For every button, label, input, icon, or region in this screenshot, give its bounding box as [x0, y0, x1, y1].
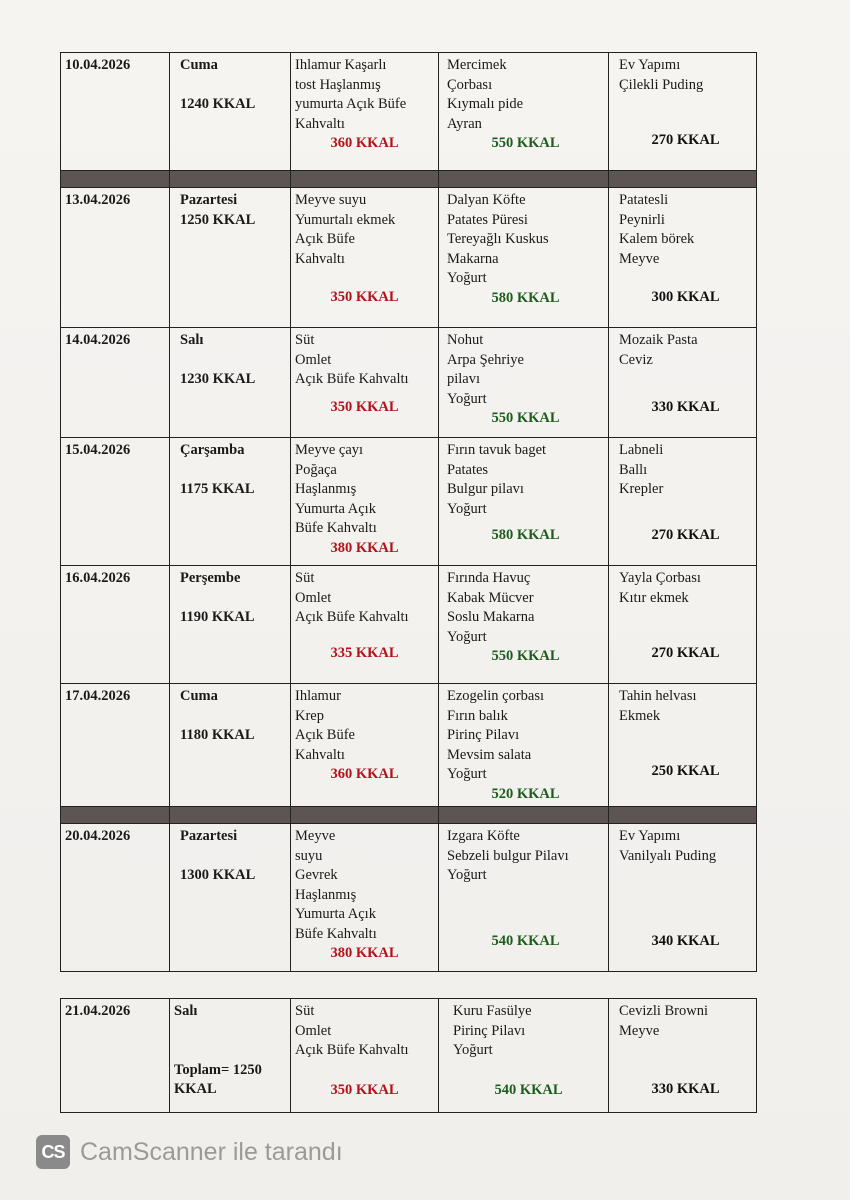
lunch-item: Dalyan Köfte: [447, 192, 526, 208]
lunch-item: Mevsim salata: [447, 746, 532, 763]
breakfast-item: Krep: [295, 707, 324, 724]
lunch-cell: [439, 824, 609, 972]
lunch-item: Tereyağlı Kuskus: [447, 231, 549, 247]
lunch-item: Yoğurt: [447, 628, 487, 645]
day-cell: [170, 999, 291, 1113]
lunch-item: Nohut: [447, 332, 484, 348]
breakfast-cell: [291, 999, 439, 1113]
breakfast-cell: [291, 824, 439, 972]
breakfast-kcal: 360 KKAL: [330, 766, 399, 782]
breakfast-item: Açık Büfe Kahvaltı: [295, 609, 409, 625]
day-label: Salı: [180, 332, 204, 348]
last-row-table: [60, 998, 757, 1113]
snack-item: Meyve: [619, 1022, 660, 1039]
camscanner-text: CamScanner ile tarandı: [80, 1137, 343, 1166]
lunch-item: Pirinç Pilavı: [447, 727, 520, 743]
lunch-item: Kıymalı pide: [447, 96, 524, 112]
table-row: [61, 53, 757, 171]
snack-cell: [609, 328, 757, 438]
snack-item: Mozaik Pasta: [619, 332, 698, 348]
snack-kcal: 270 KKAL: [651, 644, 720, 661]
breakfast-item: Haşlanmış: [295, 481, 357, 497]
breakfast-item: Ihlamur: [295, 688, 341, 704]
breakfast-item: Yumurta Açık: [295, 906, 376, 922]
breakfast-item: Yumurta Açık: [295, 500, 376, 517]
breakfast-cell: [291, 188, 439, 328]
day-cell: [170, 824, 291, 972]
breakfast-item: Omlet: [295, 351, 332, 368]
snack-kcal: 330 KKAL: [651, 1081, 720, 1097]
breakfast-item: Kahvaltı: [295, 746, 345, 763]
day-label: Cuma: [180, 57, 218, 73]
table-row: [61, 684, 757, 807]
breakfast-item: Haşlanmış: [295, 886, 357, 903]
date-label: 17.04.2026: [65, 688, 131, 704]
separator-cell: [439, 807, 609, 824]
separator-cell: [170, 807, 291, 824]
lunch-item: Bulgur pilavı: [447, 481, 524, 497]
lunch-item: Mercimek: [447, 57, 507, 73]
day-cell: [170, 53, 291, 171]
snack-item: Ballı: [619, 461, 648, 478]
breakfast-item: Büfe Kahvaltı: [295, 925, 377, 942]
snack-cell: [609, 188, 757, 328]
day-label: Perşembe: [180, 570, 241, 586]
lunch-item: Kuru Fasülye: [453, 1003, 532, 1019]
lunch-item: Yoğurt: [447, 766, 487, 782]
snack-item: Kalem börek: [619, 231, 695, 247]
snack-kcal: 250 KKAL: [651, 762, 720, 779]
lunch-item: Patates: [447, 461, 489, 478]
day-label: Pazartesi: [180, 192, 238, 208]
breakfast-item: yumurta Açık Büfe: [295, 96, 407, 112]
snack-cell: [609, 566, 757, 684]
breakfast-item: Açık Büfe Kahvaltı: [295, 1042, 409, 1058]
snack-kcal: 270 KKAL: [651, 526, 720, 543]
lunch-kcal: 550 KKAL: [491, 648, 560, 664]
day-cell: [170, 684, 291, 807]
snack-cell: [609, 824, 757, 972]
day-label: Çarşamba: [180, 442, 245, 458]
snack-item: Patatesli: [619, 192, 669, 208]
separator-cell: [609, 807, 757, 824]
day-label: Cuma: [180, 688, 218, 704]
snack-item: Vanilyalı Puding: [619, 847, 717, 864]
lunch-item: Fırında Havuç: [447, 570, 531, 586]
breakfast-item: Gevrek: [295, 867, 338, 883]
day-cell: [170, 328, 291, 438]
lunch-kcal: 540 KKAL: [494, 1081, 563, 1098]
lunch-kcal: 580 KKAL: [491, 526, 560, 543]
date-label: 10.04.2026: [65, 57, 131, 73]
breakfast-item: Meyve: [295, 828, 336, 844]
day-total-line2: KKAL: [174, 1081, 217, 1097]
camscanner-logo: CS: [36, 1135, 70, 1169]
breakfast-item: Süt: [295, 332, 315, 348]
date-cell: [61, 438, 170, 566]
separator-row: [61, 171, 757, 188]
lunch-kcal: 520 KKAL: [491, 785, 560, 802]
breakfast-item: Yumurtalı ekmek: [295, 211, 396, 228]
snack-kcal: 270 KKAL: [651, 131, 720, 148]
snack-item: Kıtır ekmek: [619, 589, 689, 606]
lunch-item: Patates Püresi: [447, 211, 528, 228]
table-row: [61, 999, 757, 1113]
lunch-cell: [439, 566, 609, 684]
lunch-item: Yoğurt: [447, 270, 487, 286]
breakfast-kcal: 380 KKAL: [330, 945, 399, 961]
separator-cell: [170, 171, 291, 188]
lunch-item: Ezogelin çorbası: [447, 688, 545, 704]
day-total: 1300 KKAL: [180, 866, 256, 883]
lunch-item: Yoğurt: [447, 500, 487, 517]
lunch-item: pilavı: [447, 371, 481, 387]
day-label: Salı: [174, 1003, 198, 1019]
breakfast-item: Omlet: [295, 1022, 332, 1039]
separator-cell: [291, 807, 439, 824]
breakfast-item: Ihlamur Kaşarlı: [295, 57, 387, 73]
menu-table: [60, 52, 757, 972]
separator-cell: [609, 171, 757, 188]
breakfast-item: Meyve çayı: [295, 442, 364, 458]
snack-item: Ceviz: [619, 351, 653, 368]
table-row: [61, 188, 757, 328]
breakfast-kcal: 380 KKAL: [330, 539, 399, 556]
snack-cell: [609, 438, 757, 566]
date-cell: [61, 824, 170, 972]
separator-cell: [61, 171, 170, 188]
date-cell: [61, 566, 170, 684]
lunch-cell: [439, 999, 609, 1113]
separator-cell: [61, 807, 170, 824]
date-label: 20.04.2026: [65, 828, 131, 844]
snack-cell: [609, 684, 757, 807]
day-cell: [170, 566, 291, 684]
lunch-item: Yoğurt: [453, 1042, 493, 1058]
breakfast-item: suyu: [295, 847, 323, 864]
lunch-item: Yoğurt: [447, 867, 487, 883]
lunch-cell: [439, 188, 609, 328]
breakfast-kcal: 350 KKAL: [330, 288, 399, 305]
breakfast-item: Poğaça: [295, 461, 337, 478]
snack-item: Meyve: [619, 250, 660, 267]
date-label: 15.04.2026: [65, 442, 131, 458]
lunch-cell: [439, 684, 609, 807]
breakfast-cell: [291, 53, 439, 171]
day-total: 1240 KKAL: [180, 95, 256, 112]
breakfast-kcal: 335 KKAL: [330, 644, 399, 661]
snack-item: Labneli: [619, 442, 664, 458]
table-row: [61, 328, 757, 438]
lunch-cell: [439, 438, 609, 566]
table-row: [61, 566, 757, 684]
breakfast-kcal: 360 KKAL: [330, 135, 399, 151]
snack-item: Cevizli Browni: [619, 1003, 709, 1019]
lunch-item: Çorbası: [447, 76, 493, 93]
snack-item: Ev Yapımı: [619, 57, 681, 73]
breakfast-item: Açık Büfe: [295, 231, 355, 247]
breakfast-item: Açık Büfe Kahvaltı: [295, 371, 409, 387]
lunch-kcal: 550 KKAL: [491, 135, 560, 151]
day-total: 1180 KKAL: [180, 726, 255, 743]
lunch-kcal: 550 KKAL: [491, 410, 560, 426]
breakfast-item: Süt: [295, 1003, 315, 1019]
lunch-item: Makarna: [447, 250, 499, 267]
lunch-item: Fırın tavuk baget: [447, 442, 547, 458]
snack-kcal: 340 KKAL: [651, 932, 720, 949]
separator-cell: [291, 171, 439, 188]
day-total-line1: Toplam= 1250: [174, 1061, 262, 1078]
day-cell: [170, 438, 291, 566]
snack-item: Tahin helvası: [619, 688, 697, 704]
breakfast-item: Meyve suyu: [295, 192, 367, 208]
lunch-item: Pirinç Pilavı: [453, 1022, 526, 1039]
breakfast-item: Omlet: [295, 589, 332, 606]
breakfast-item: Kahvaltı: [295, 115, 345, 132]
snack-kcal: 330 KKAL: [651, 398, 720, 415]
snack-cell: [609, 999, 757, 1113]
snack-item: Ev Yapımı: [619, 828, 681, 844]
lunch-item: Ayran: [447, 115, 482, 132]
lunch-item: Yoğurt: [447, 390, 487, 407]
snack-item: Peynirli: [619, 211, 665, 228]
snack-item: Yayla Çorbası: [619, 570, 701, 586]
breakfast-item: Kahvaltı: [295, 250, 345, 267]
lunch-item: Izgara Köfte: [447, 828, 520, 844]
day-total: 1230 KKAL: [180, 370, 256, 387]
snack-item: Çilekli Puding: [619, 76, 704, 93]
day-total: 1175 KKAL: [180, 480, 255, 497]
menu-table-body: [61, 53, 757, 972]
date-cell: [61, 53, 170, 171]
breakfast-cell: [291, 566, 439, 684]
camscanner-footer: [36, 1135, 343, 1169]
breakfast-item: Süt: [295, 570, 315, 586]
breakfast-kcal: 350 KKAL: [330, 398, 399, 415]
lunch-kcal: 580 KKAL: [491, 289, 560, 306]
snack-cell: [609, 53, 757, 171]
day-label: Pazartesi: [180, 828, 238, 844]
day-total: 1190 KKAL: [180, 608, 255, 625]
breakfast-cell: [291, 684, 439, 807]
separator-cell: [439, 171, 609, 188]
date-cell: [61, 328, 170, 438]
date-label: 21.04.2026: [65, 1003, 131, 1019]
breakfast-kcal: 350 KKAL: [330, 1081, 399, 1098]
lunch-item: Fırın balık: [447, 707, 508, 724]
breakfast-item: Açık Büfe: [295, 727, 355, 743]
date-cell: [61, 188, 170, 328]
table-row: [61, 824, 757, 972]
date-label: 13.04.2026: [65, 192, 131, 208]
breakfast-item: tost Haşlanmış: [295, 76, 381, 93]
snack-kcal: 300 KKAL: [651, 288, 720, 305]
day-cell: [170, 188, 291, 328]
date-label: 14.04.2026: [65, 332, 131, 348]
snack-item: Ekmek: [619, 707, 661, 724]
lunch-item: Arpa Şehriye: [447, 351, 524, 368]
breakfast-cell: [291, 328, 439, 438]
day-total: 1250 KKAL: [180, 211, 256, 228]
lunch-cell: [439, 53, 609, 171]
lunch-kcal: 540 KKAL: [491, 932, 560, 949]
snack-item: Krepler: [619, 481, 664, 497]
date-label: 16.04.2026: [65, 570, 131, 586]
date-cell: [61, 684, 170, 807]
table-row: [61, 438, 757, 566]
lunch-item: Sebzeli bulgur Pilavı: [447, 847, 569, 864]
date-cell: [61, 999, 170, 1113]
lunch-item: Kabak Mücver: [447, 589, 534, 606]
lunch-item: Soslu Makarna: [447, 609, 535, 625]
breakfast-cell: [291, 438, 439, 566]
separator-row: [61, 807, 757, 824]
lunch-cell: [439, 328, 609, 438]
breakfast-item: Büfe Kahvaltı: [295, 520, 377, 536]
